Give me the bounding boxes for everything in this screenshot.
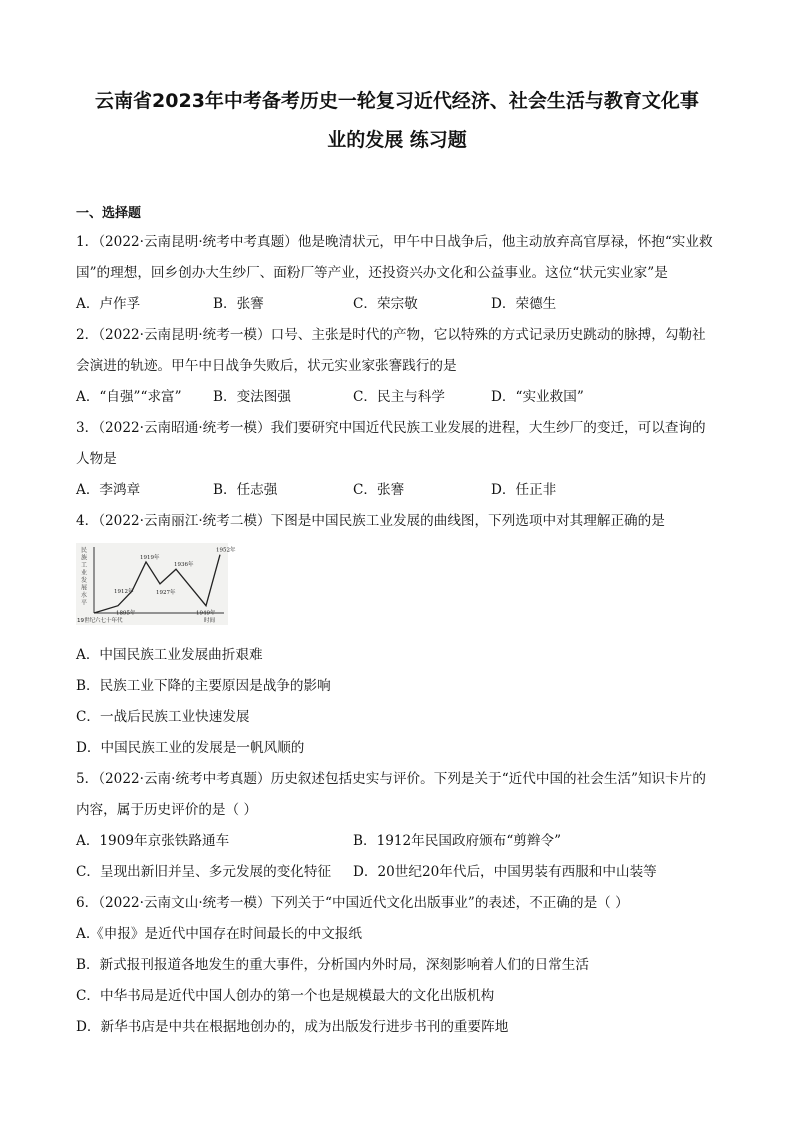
question-1-option-c[interactable]: C．荣宗敬 [353,296,418,312]
question-4-option-d[interactable]: D．中国民族工业的发展是一帆风顺的 [76,740,305,756]
chart-y-axis-label: 民族工业发展水平 [81,547,88,607]
chart-point-label: 1936年 [174,562,194,569]
question-5-option-b[interactable]: B．1912年民国政府颁布“剪辫令” [353,833,562,849]
question-6-option-b[interactable]: B．新式报刊报道各地发生的重大事件，分析国内外时局，深刻影响着人们的日常生活 [76,957,589,973]
question-5-option-c[interactable]: C．呈现出新旧并呈、多元发展的变化特征 [76,864,332,880]
question-6-option-c[interactable]: C．中华书局是近代中国人创办的第一个也是规模最大的文化出版机构 [76,988,495,1004]
chart-series-line [94,555,220,613]
question-5-option-a[interactable]: A．1909年京张铁路通车 [76,833,230,849]
question-3-option-d[interactable]: D．任正非 [491,482,557,498]
question-3-stem-line1: 3．（2022·云南昭通·统考一模）我们要研究中国近代民族工业发展的进程，大生纱厂的变迁，可以查询的 [76,420,706,436]
chart-x-start-label: 19世纪六七十年代 [77,618,123,624]
chart-point-label: 1949年 [196,610,216,617]
chart-point-label: 1919年 [140,554,160,561]
question-1-option-b[interactable]: B．张謇 [213,296,264,312]
question-3-option-c[interactable]: C．张謇 [353,482,405,498]
question-3-option-b[interactable]: B．任志强 [213,482,278,498]
question-5-stem-line2: 内容，属于历史评价的是（ ） [76,802,258,818]
question-2-option-d[interactable]: D．“实业救国” [491,389,584,405]
question-4-stem-line1: 4．（2022·云南丽江·统考二模）下图是中国民族工业发展的曲线图，下列选项中对其理解正确的是 [76,513,665,529]
chart-x-axis-label: 时间 [204,618,216,624]
document-title-line1: 云南省2023年中考备考历史一轮复习近代经济、社会生活与教育文化事 [95,90,699,112]
question-2-option-b[interactable]: B．变法图强 [213,389,291,405]
chart-point-label: 1952年 [216,547,236,554]
question-3-stem-line2: 人物是 [76,451,117,467]
question-6-stem-line1: 6．（2022·云南文山·统考一模）下列关于“中国近代文化出版事业”的表述，不正确的是（ ） [76,895,629,911]
question-6-option-d[interactable]: D．新华书店是中共在根据地创办的，成为出版发行进步书刊的重要阵地 [76,1019,509,1035]
section-heading: 一、选择题 [76,206,142,221]
question-3-option-a[interactable]: A．李鸿章 [76,482,141,498]
question-2-option-c[interactable]: C．民主与科学 [353,389,445,405]
question-2-stem-line1: 2．（2022·云南昆明·统考一模）口号、主张是时代的产物，它以特殊的方式记录历史跳动的脉搏，勾勒社 [76,327,706,343]
question-6-option-a[interactable]: A.《申报》是近代中国存在时间最长的中文报纸 [76,926,363,942]
chart-point-label: 1912年 [114,589,134,596]
question-2-stem-line2: 会演进的轨迹。甲午中日战争失败后，状元实业家张謇践行的是 [76,358,457,374]
chart-point-label: 1927年 [156,589,176,596]
question-1-option-a[interactable]: A．卢作孚 [76,296,141,312]
question-5-option-d[interactable]: D．20世纪20年代后，中国男装有西服和中山装等 [353,864,657,880]
document-title-line2: 业的发展 练习题 [327,129,467,151]
question-1-option-d[interactable]: D．荣德生 [491,296,557,312]
question-4-option-b[interactable]: B．民族工业下降的主要原因是战争的影响 [76,678,331,694]
question-2-option-a[interactable]: A．“自强”“求富” [76,389,182,405]
industry-development-chart [76,543,236,625]
question-4-option-a[interactable]: A．中国民族工业发展曲折艰难 [76,647,263,663]
question-1-stem-line2: 国”的理想，回乡创办大生纱厂、面粉厂等产业，还投资兴办文化和公益事业。这位“状元实业家”是 [76,265,668,281]
question-5-stem-line1: 5．（2022·云南·统考中考真题）历史叙述包括史实与评价。下列是关于“近代中国的社会生活”知识卡片的 [76,771,706,787]
question-1-stem-line1: 1．（2022·云南昆明·统考中考真题）他是晚清状元，甲午中日战争后，他主动放弃高官厚禄，怀抱“实业救 [76,234,713,250]
question-4-option-c[interactable]: C．一战后民族工业快速发展 [76,709,250,725]
chart-point-label: 1895年 [116,610,136,617]
industry-development-chart-svg [76,543,236,625]
